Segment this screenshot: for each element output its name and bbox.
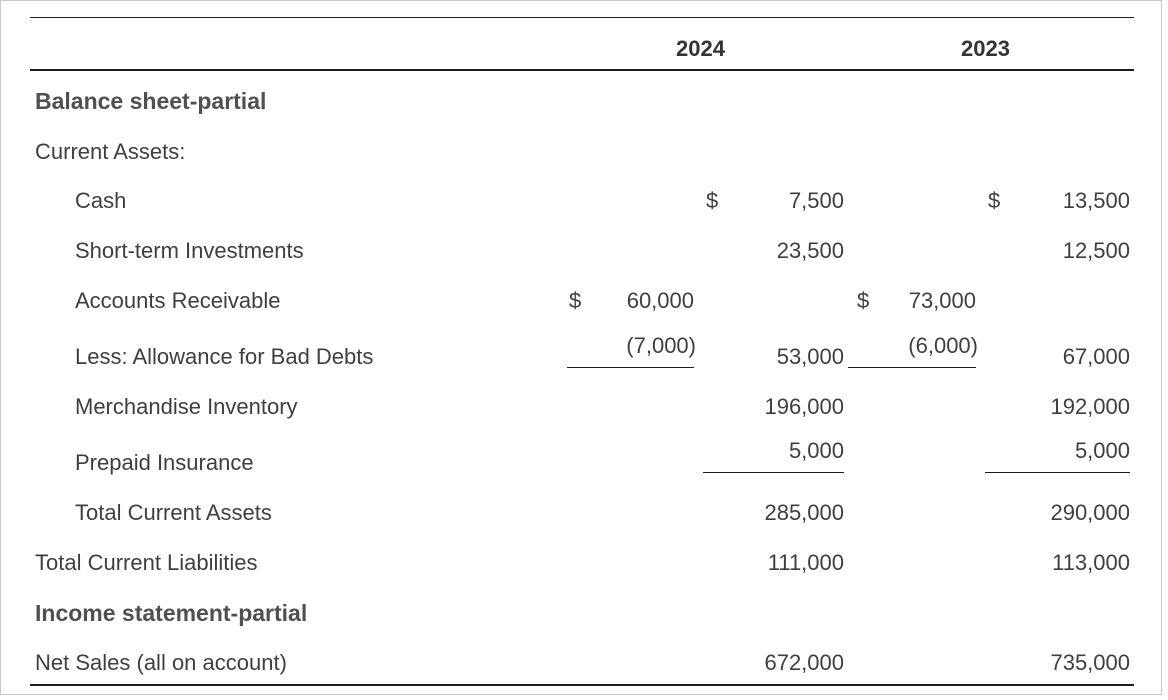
- net-receivables-2023: 67,000: [1062, 344, 1130, 369]
- row-label-merchandise-inventory: Merchandise Inventory: [75, 394, 298, 419]
- net-sales-2024: 672,000: [764, 650, 844, 675]
- top-rule: [30, 17, 1134, 18]
- inventory-2023: 192,000: [1050, 394, 1130, 419]
- row-label-net-sales: Net Sales (all on account): [35, 650, 287, 675]
- short-term-investments-2023: 12,500: [1062, 238, 1130, 263]
- accounts-receivable-2023: 73,000: [908, 288, 976, 313]
- total-current-liabilities-2023: 113,000: [1052, 550, 1130, 575]
- net-receivables-2024: 53,000: [776, 344, 844, 369]
- net-sales-2023: 735,000: [1050, 650, 1130, 675]
- subtotal-rule-2024: [567, 367, 694, 368]
- column-header-2023: 2023: [961, 36, 1010, 61]
- subtotal-rule-2023: [848, 367, 976, 368]
- row-label-accounts-receivable: Accounts Receivable: [75, 288, 281, 313]
- prepaid-insurance-2024: 5,000: [788, 438, 844, 463]
- currency-symbol: $: [988, 188, 1001, 213]
- row-label-prepaid-insurance: Prepaid Insurance: [75, 450, 254, 475]
- bottom-rule: [30, 684, 1134, 686]
- row-label-short-term-investments: Short-term Investments: [75, 238, 304, 263]
- row-label-allowance-bad-debts: Less: Allowance for Bad Debts: [75, 344, 374, 369]
- row-label-total-current-assets: Total Current Assets: [75, 500, 272, 525]
- section-balance-sheet: Balance sheet-partial: [35, 88, 267, 114]
- inventory-2024: 196,000: [764, 394, 844, 419]
- cash-2023: 13,500: [1062, 188, 1130, 213]
- row-label-cash: Cash: [75, 188, 127, 213]
- currency-symbol: $: [706, 188, 719, 213]
- section-income-statement: Income statement-partial: [35, 600, 308, 626]
- total-current-assets-2023: 290,000: [1050, 500, 1130, 525]
- prepaid-insurance-2023: 5,000: [1074, 438, 1130, 463]
- accounts-receivable-2024: 60,000: [626, 288, 694, 313]
- total-rule-2024: [703, 472, 844, 473]
- currency-symbol: $: [857, 288, 870, 313]
- currency-symbol: $: [569, 288, 582, 313]
- total-current-liabilities-2024: 111,000: [767, 550, 844, 575]
- column-header-2024: 2024: [676, 36, 725, 61]
- section-current-assets: Current Assets:: [35, 139, 186, 164]
- row-label-total-current-liabilities: Total Current Liabilities: [35, 550, 258, 575]
- cash-2024: 7,500: [788, 188, 844, 213]
- total-current-assets-2024: 285,000: [764, 500, 844, 525]
- short-term-investments-2024: 23,500: [776, 238, 844, 263]
- total-rule-2023: [985, 472, 1130, 473]
- allowance-2024: (7,000): [626, 333, 696, 358]
- header-rule: [30, 69, 1134, 71]
- allowance-2023: (6,000): [908, 333, 978, 358]
